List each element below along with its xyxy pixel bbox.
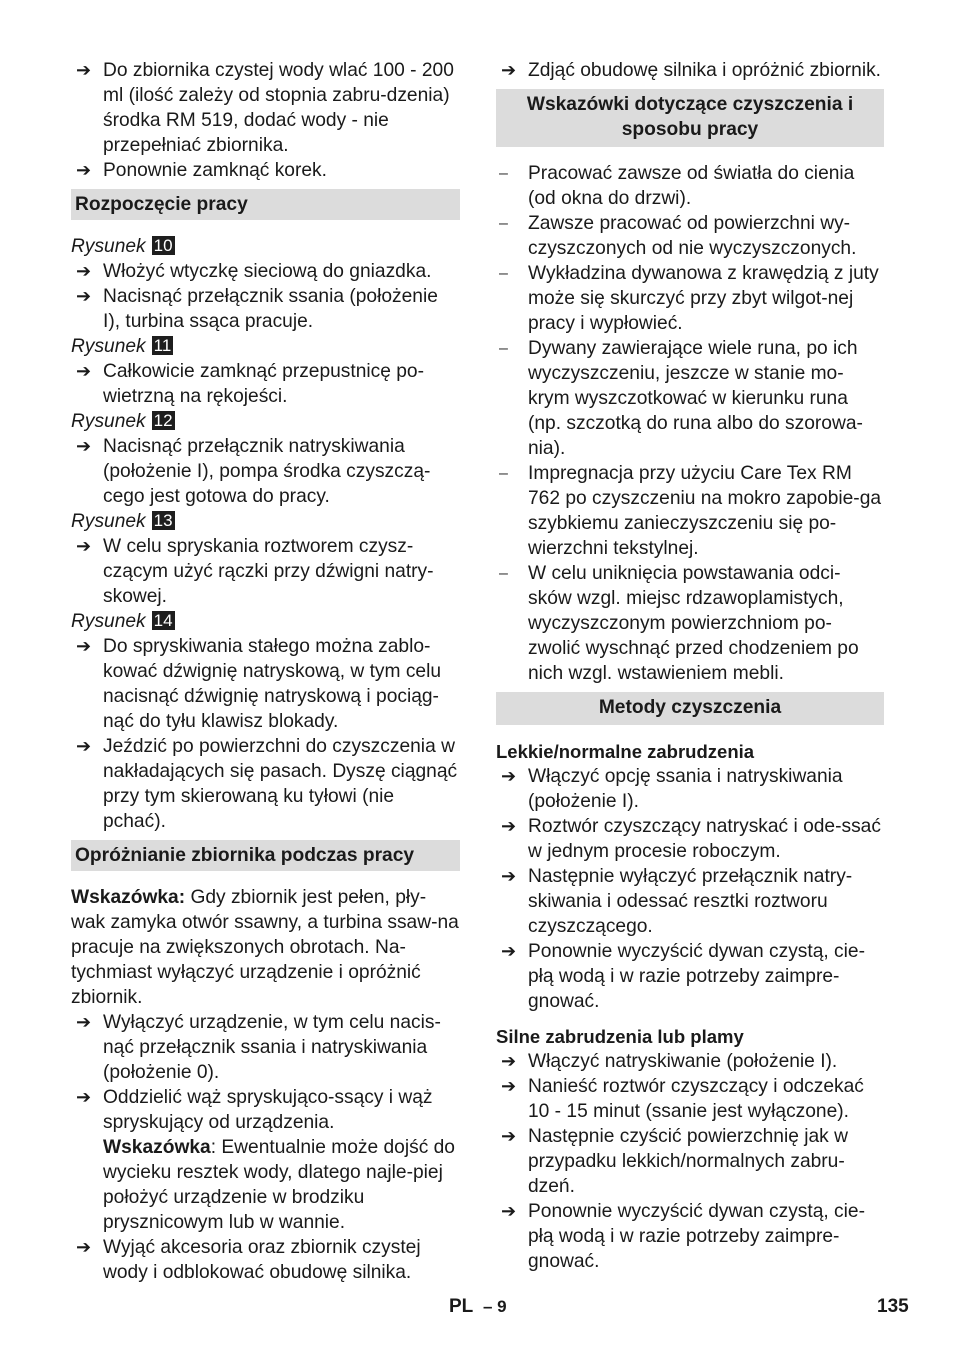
instruction-item	[71, 259, 460, 284]
arrow-icon: ➔	[76, 436, 92, 456]
note-text: Gdy zbiornik jest pełen, pły-wak zamyka otwór ssawny, a turbina ssaw-na pracuje na zwiększonych obrotach. Na-tychmiast wyłączyć urządzenie i opróżnić zbiornik.	[71, 887, 459, 1008]
instruction-item	[71, 634, 460, 734]
footer-language: PL	[449, 1296, 474, 1317]
figure-label: Rysunek	[71, 336, 146, 357]
instruction-item	[71, 734, 460, 834]
instruction-text: Oddzielić wąż spryskująco-ssący i wąż spryskujący od urządzenia.	[103, 1087, 433, 1133]
instruction-text: Nacisnąć przełącznik natryskiwania (położenie I), pompa środka czyszczą-cego jest gotowa do pracy.	[103, 436, 431, 507]
arrow-icon: ➔	[76, 286, 92, 306]
figure-reference	[71, 334, 460, 359]
tip-item	[496, 561, 884, 686]
instruction-item	[496, 814, 884, 864]
arrow-icon: ➔	[501, 1051, 517, 1071]
arrow-icon: ➔	[76, 160, 92, 180]
instruction-item	[496, 764, 884, 814]
tip-item	[496, 461, 884, 561]
figure-label: Rysunek	[71, 236, 146, 257]
instruction-item	[496, 1124, 884, 1199]
instruction-item	[71, 1235, 460, 1285]
instruction-item	[496, 1049, 884, 1074]
figure-reference	[71, 609, 460, 634]
figure-number: 12	[153, 411, 173, 430]
note-label: Wskazówka:	[71, 887, 186, 908]
arrow-icon: ➔	[501, 866, 517, 886]
note-label: Wskazówka	[103, 1137, 211, 1158]
arrow-icon: ➔	[501, 1126, 517, 1146]
footer-section-page: – 9	[483, 1297, 507, 1316]
figure-reference	[71, 234, 460, 259]
tip-text: Impregnacja przy użyciu Care Tex RM 762 po czyszczeniu na mokro zapobie-ga szybkiemu zanieczyszczeniu się po-wierzchni tekstylnej.	[528, 463, 882, 559]
arrow-icon: ➔	[501, 766, 517, 786]
instruction-item	[71, 359, 460, 409]
arrow-icon: ➔	[76, 361, 92, 381]
arrow-icon: ➔	[76, 1012, 92, 1032]
instruction-item	[71, 534, 460, 609]
arrow-icon: ➔	[501, 941, 517, 961]
instruction-text: W celu spryskania roztworem czysz-czącym użyć rączki przy dźwigni natry-skowej.	[103, 536, 434, 607]
tip-text: Zawsze pracować od powierzchni wy-czyszczonych od nie wyczyszczonych.	[528, 213, 857, 259]
figure-number: 11	[153, 336, 172, 355]
tip-item	[496, 211, 884, 261]
arrow-icon: ➔	[501, 60, 517, 80]
dash-marker: –	[499, 465, 508, 482]
tip-item	[496, 161, 884, 211]
figure-label: Rysunek	[71, 411, 146, 432]
figure-number: 10	[153, 236, 173, 255]
instruction-text: Wyjąć akcesoria oraz zbiornik czystej wody i odblokować obudowę silnika.	[103, 1237, 421, 1283]
dash-marker: –	[499, 215, 508, 232]
arrow-icon: ➔	[76, 1087, 92, 1107]
subheading-heavy-soiling: Silne zabrudzenia lub plamy	[496, 1026, 744, 1047]
section-heading-emptying: Opróżnianie zbiornika podczas pracy	[71, 840, 460, 871]
instruction-text: Całkowicie zamknąć przepustnicę po-wietrzną na rękojeści.	[103, 361, 424, 407]
instruction-text: Ponownie zamknąć korek.	[103, 160, 327, 181]
arrow-icon: ➔	[76, 636, 92, 656]
figure-number: 13	[153, 511, 173, 530]
footer-page-number: 135	[877, 1296, 909, 1317]
instruction-text: Zdjąć obudowę silnika i opróżnić zbiornik.	[528, 60, 882, 81]
tip-text: Wykładzina dywanowa z krawędzią z juty może się skurczyć przy zbyt wilgot-nej pracy i wypłowieć.	[528, 263, 879, 334]
tip-text: Dywany zawierające wiele runa, po ich wyczyszczeniu, jeszcze w stanie mo-krym wyszczotkować w kierunku runa (np. szczotką do runa albo do szorowa-nia).	[528, 338, 863, 459]
instruction-item	[496, 1074, 884, 1124]
arrow-icon: ➔	[76, 60, 92, 80]
instruction-text: Roztwór czyszczący natryskać i ode-ssać w jednym procesie roboczym.	[528, 816, 881, 862]
tip-item	[496, 336, 884, 461]
note-text: : Ewentualnie może dojść do wycieku resztek wody, dlatego najle-piej położyć urządzenie w brodziku prysznicowym lub w wannie.	[103, 1137, 455, 1233]
instruction-item	[496, 939, 884, 1014]
subheading-light-soiling: Lekkie/normalne zabrudzenia	[496, 741, 755, 762]
arrow-icon: ➔	[76, 536, 92, 556]
instruction-item	[496, 58, 884, 83]
instruction-text: Do spryskiwania stałego można zablo-kować dźwignię natryskową, w tym celu nacisnąć dźwignię natryskową i pociąg-nąć do tyłu klawisz blokady.	[103, 636, 442, 732]
instruction-text: Wyłączyć urządzenie, w tym celu nacis-nąć przełącznik ssania i natryskiwania (położenie 0).	[103, 1012, 441, 1083]
instruction-text: Jeździć po powierzchni do czyszczenia w nakładających się pasach. Dyszę ciągnąć przy tym skierowaną ku tyłowi (nie pchać).	[103, 736, 458, 832]
section-heading-methods: Metody czyszczenia	[496, 692, 884, 725]
instruction-item	[496, 864, 884, 939]
instruction-text: Ponownie wyczyścić dywan czystą, cie-płą wodą i w razie potrzeby zaimpre-gnować.	[528, 941, 865, 1012]
instruction-item	[71, 284, 460, 334]
instruction-item	[71, 1085, 460, 1235]
instruction-item	[496, 1199, 884, 1274]
instruction-text: Włączyć natryskiwanie (położenie I).	[528, 1051, 838, 1072]
instruction-text: Nacisnąć przełącznik ssania (położenie I), turbina ssąca pracuje.	[103, 286, 438, 332]
arrow-icon: ➔	[76, 261, 92, 281]
instruction-text: Następnie wyłączyć przełącznik natry-skiwania i odessać resztki roztworu czyszczącego.	[528, 866, 853, 937]
section-heading-start: Rozpoczęcie pracy	[71, 189, 460, 220]
instruction-item	[71, 58, 460, 158]
figure-label: Rysunek	[71, 511, 146, 532]
note-paragraph	[71, 885, 460, 1010]
instruction-text: Następnie czyścić powierzchnię jak w przypadku lekkich/normalnych zabru-dzeń.	[528, 1126, 848, 1197]
figure-number: 14	[153, 611, 173, 630]
instruction-item	[71, 1010, 460, 1085]
arrow-icon: ➔	[501, 816, 517, 836]
figure-label: Rysunek	[71, 611, 146, 632]
right-column	[496, 58, 884, 1274]
section-heading-tips: Wskazówki dotyczące czyszczenia i sposobu pracy	[496, 89, 884, 147]
dash-marker: –	[499, 565, 508, 582]
tip-text: Pracować zawsze od światła do cienia (od okna do drzwi).	[528, 163, 855, 209]
arrow-icon: ➔	[76, 1237, 92, 1257]
figure-reference	[71, 509, 460, 534]
instruction-text: Do zbiornika czystej wody wlać 100 - 200 ml (ilość zależy od stopnia zabru-dzenia) środka RM 519, dodać wody - nie przepełniać zbiornika.	[103, 60, 454, 156]
dash-marker: –	[499, 340, 508, 357]
tip-text: W celu uniknięcia powstawania odci-sków wzgl. miejsc rdzawoplamistych, wyczyszczonym powierzchniom po-zwolić wyschnąć przed chodzeniem po nich wzgl. wstawieniem mebli.	[528, 563, 859, 684]
figure-reference	[71, 409, 460, 434]
instruction-item	[71, 434, 460, 509]
arrow-icon: ➔	[501, 1076, 517, 1096]
arrow-icon: ➔	[501, 1201, 517, 1221]
dash-marker: –	[499, 265, 508, 282]
instruction-item	[71, 158, 460, 183]
instruction-text: Nanieść roztwór czyszczący i odczekać 10 - 15 minut (ssanie jest wyłączone).	[528, 1076, 864, 1122]
instruction-text: Włączyć opcję ssania i natryskiwania (położenie I).	[528, 766, 843, 812]
arrow-icon: ➔	[76, 736, 92, 756]
instruction-text: Ponownie wyczyścić dywan czystą, cie-płą wodą i w razie potrzeby zaimpre-gnować.	[528, 1201, 865, 1272]
dash-marker: –	[499, 165, 508, 182]
tip-item	[496, 261, 884, 336]
instruction-text: Włożyć wtyczkę sieciową do gniazdka.	[103, 261, 432, 282]
left-column	[71, 58, 460, 1285]
